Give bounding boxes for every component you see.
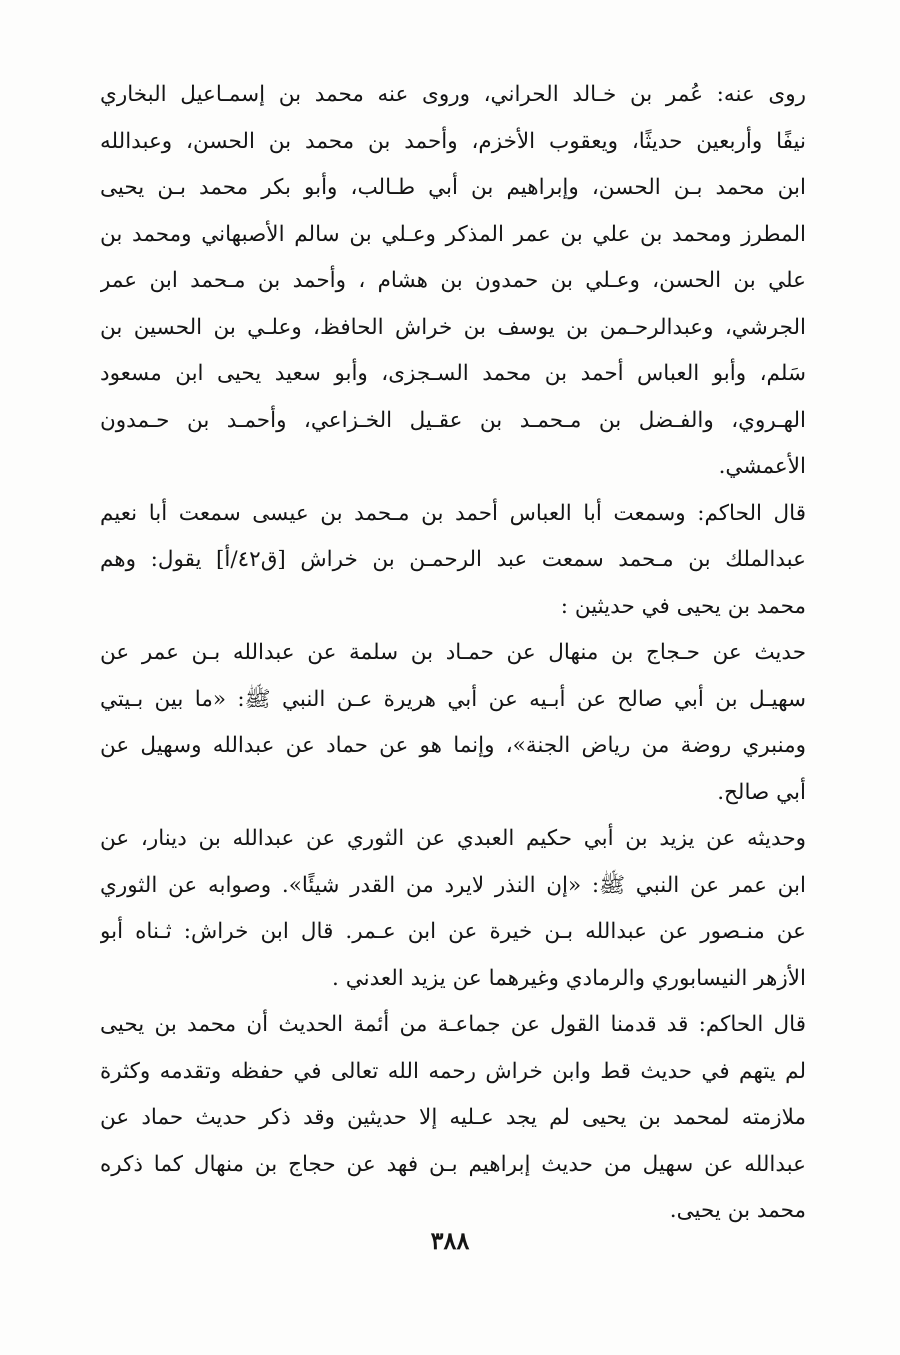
text-line: حديث عن حـجاج بن منهال عن حمـاد بن سلمة عن عبدالله بـن عمر عن — [100, 640, 806, 665]
text-line: روى عنه: عُمر بن خـالد الحراني، وروى عنه محمد بن إسمـاعيل البخاري — [100, 82, 806, 107]
text-line: علي بن الحسن، وعـلي بن حمدون بن هشام ، وأحمد بن مـحمد ابن عمر — [100, 268, 806, 293]
text-line: سَلم، وأبو العباس أحمد بن محمد السـجزى، وأبو سعيد يحيى ابن مسعود — [100, 361, 806, 386]
text-line: لم يتهم في حديث قط وابن خراش رحمه الله تعالى في حفظه وتقدمه وكثرة — [100, 1058, 806, 1084]
page-number: ٣٨٨ — [430, 1226, 470, 1255]
text-line: عن منـصور عن عبدالله بـن خيرة عن ابن عـمر. قال ابن خراش: ثـناه أبو — [100, 919, 806, 944]
text-line: المطرز ومحمد بن علي بن عمر المذكر وعـلي بن سالم الأصبهاني ومحمد بن — [100, 221, 806, 247]
text-line: أبي صالح. — [717, 779, 806, 805]
text-line: عبدالله عن سهيل من حديث إبراهيم بـن فهد عن حجاج بن منهال كما ذكره — [100, 1151, 806, 1177]
text-line: الأعمشي. — [718, 454, 806, 479]
body-text — [100, 72, 806, 1235]
text-line: ومنبري روضة من رياض الجنة»، وإنما هو عن حماد عن عبدالله وسهيل عن — [100, 733, 806, 758]
text-line: محمد بن يحيى. — [669, 1198, 806, 1223]
text-line: وحديثه عن يزيد بن أبي حكيم العبدي عن الثوري عن عبدالله بن دينار، عن — [100, 826, 806, 851]
text-line: ابن محمد بـن الحسن، وإبراهيم بن أبي طـالب، وأبو بكر محمد بـن يحيى — [100, 175, 806, 200]
text-line: قال الحاكم: وسمعت أبا العباس أحمد بن مـحمد بن عيسى سمعت أبا نعيم — [100, 500, 806, 526]
text-line: الأزهر النيسابوري والرمادي وغيرهما عن يزيد العدني . — [332, 965, 806, 991]
text-line: قال الحاكم: قد قدمنا القول عن جماعـة من أئمة الحديث أن محمد بن يحيى — [100, 1012, 806, 1037]
text-line: الجرشي، وعبدالرحـمن بن يوسف بن خراش الحافظ، وعلـي بن الحسين بن — [100, 314, 806, 340]
text-line: ملازمته لمحمد بن يحيى لم يجد عـليه إلا حديثين وقد ذكر حديث حماد عن — [100, 1105, 806, 1130]
text-line: عبدالملك بن مـحمد سمعت عبد الرحمـن بن خراش [ق٤٢/أ] يقول: وهم — [100, 547, 806, 572]
text-line: ابن عمر عن النبي ﷺ: «إن النذر لايرد من القدر شيئًا». وصوابه عن الثوري — [100, 872, 806, 898]
text-line: الهـروي، والفـضل بن مـحمـد بن عقـيل الخـزاعي، وأحمـد بن حـمدون — [100, 407, 806, 433]
text-line: محمد بن يحيى في حديثين : — [560, 593, 806, 619]
text-line: نيفًا وأربعين حديثًا، ويعقوب الأخزم، وأحمد بن محمد بن الحسن، وعبدالله — [100, 128, 806, 154]
text-line: سهيـل بن أبي صالح عن أبـيه عن أبي هريرة عـن النبي ﷺ: «ما بين بـيتي — [100, 686, 806, 712]
